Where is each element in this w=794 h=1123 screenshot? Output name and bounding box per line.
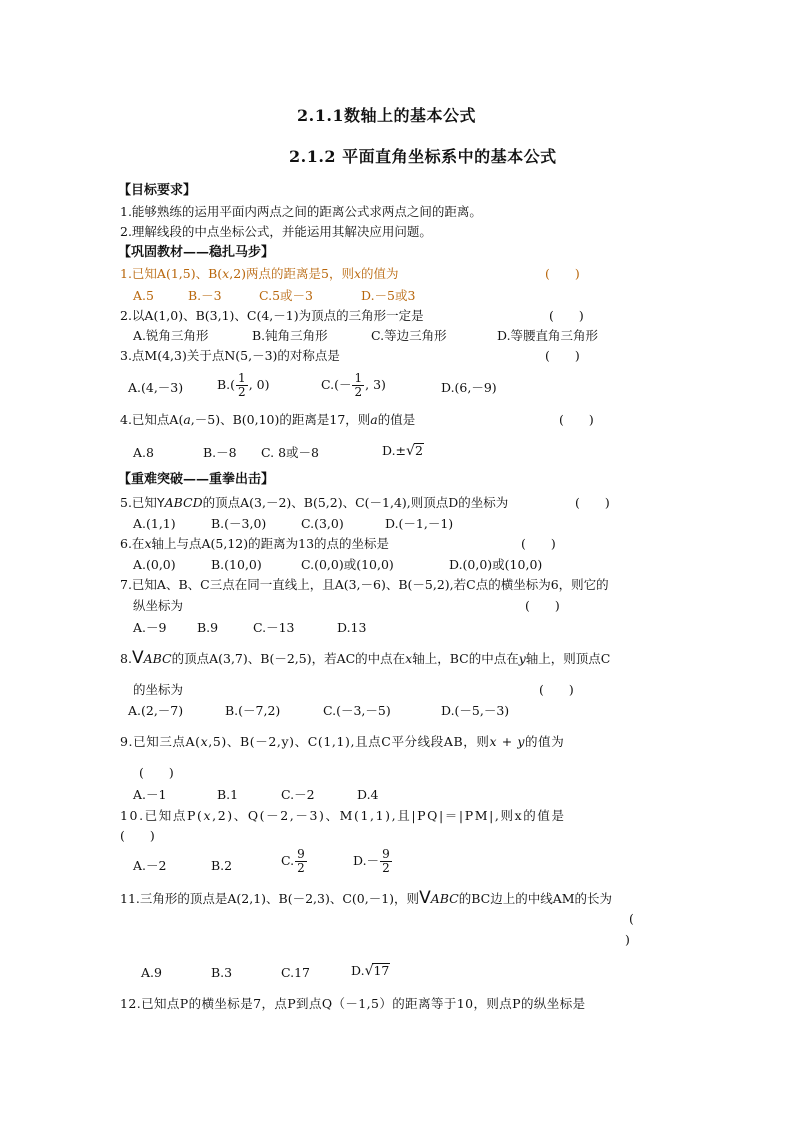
q7-option-d: D.13 [337, 620, 367, 635]
q2-option-c: C.等边三角形 [371, 328, 447, 343]
q1-option-a: A.5 [133, 288, 154, 303]
q10-option-a: A.－2 [133, 858, 167, 873]
q9-option-d: D.4 [357, 787, 379, 802]
q5-option-d: D.(－1,－1) [385, 516, 454, 531]
q4-option-d: D.±√2 [382, 443, 423, 459]
q7-option-a: A.－9 [133, 620, 167, 635]
q10-option-c: C. $\frac{9}{2}$ [281, 847, 305, 875]
q5-option-b: B.(－3,0) [211, 516, 267, 531]
q9-option-c: C.－2 [281, 787, 315, 802]
q7-line-1: 7.已知A、B、C三点在同一直线上，且A(3,－6)、B(－5,2),若C点的横坐标为6，则它的 [120, 577, 609, 592]
q8-option-a: A.(2,－7) [128, 703, 184, 718]
q2-option-d: D.等腰直角三角形 [497, 328, 599, 343]
q10-option-b: B.2 [211, 858, 233, 873]
q11-option-a: A.9 [141, 965, 162, 980]
q8-option-b: B.(－7,2) [225, 703, 281, 718]
page-title-2: 2.1.2 平面直角坐标系中的基本公式 [289, 147, 557, 166]
q1-option-d: D.－5或3 [361, 288, 416, 303]
section-breakthrough: 【重难突破——重拳出击】 [118, 472, 275, 487]
q3-option-c: C.(－ $\frac{1}{2}$ , 3) [321, 371, 386, 399]
q7-line-2: 纵坐标为 [133, 598, 184, 613]
q1-option-c: C.5或－3 [259, 288, 313, 303]
q6-paren: ( ) [521, 536, 556, 551]
q5-option-a: A.(1,1) [133, 516, 176, 531]
q8-line-1: 8.VABC的顶点A(3,7)、B(－2,5)，若AC的中点在x轴上，BC的中点在y轴上，则顶点C [120, 648, 611, 668]
q4-option-b: B.－8 [203, 445, 237, 460]
q1-option-b: B.－3 [188, 288, 222, 303]
q7-paren: ( ) [525, 598, 560, 613]
q4-stem: 4.已知点A(a,－5)、B(0,10)的距离是17，则a的值是 [120, 412, 416, 427]
q8-paren: ( ) [539, 682, 574, 697]
q3-option-b: B.( $\frac{1}{2}$ , 0) [217, 371, 270, 399]
q9-option-a: A.－1 [133, 787, 167, 802]
q10-option-d: D.－ $\frac{9}{2}$ [353, 847, 390, 875]
section-consolidate: 【巩固教材——稳扎马步】 [118, 245, 275, 260]
q8-line-2: 的坐标为 [133, 682, 184, 697]
q6-option-a: A.(0,0) [133, 557, 176, 572]
goal-2: 2.理解线段的中点坐标公式，并能运用其解决应用问题。 [120, 224, 432, 239]
q9-option-b: B.1 [217, 787, 239, 802]
q3-stem: 3.点M(4,3)关于点N(5,－3)的对称点是 [120, 348, 340, 363]
q1-stem: 1.已知A(1,5)、B(x,2)两点的距离是5，则x的值为 [120, 266, 399, 281]
q10-paren: ( ) [120, 828, 155, 843]
q2-option-b: B.钝角三角形 [252, 328, 328, 343]
q1-paren: ( ) [545, 266, 580, 281]
q4-paren: ( ) [559, 412, 594, 427]
q4-option-c: C. 8或－8 [261, 445, 319, 460]
q5-paren: ( ) [575, 495, 610, 510]
q11-option-d: D.√17 [351, 963, 390, 979]
q11-paren-open: ( [629, 911, 634, 926]
q6-option-b: B.(10,0) [211, 557, 262, 572]
q6-stem: 6.在x轴上与点A(5,12)的距离为13的点的坐标是 [120, 536, 390, 551]
q5-stem: 5.已知YABCD的顶点A(3,－2)、B(5,2)、C(－1,4),则顶点D的坐标为 [120, 495, 509, 510]
q7-option-b: B.9 [197, 620, 219, 635]
q11-paren-close: ) [625, 932, 630, 947]
q11-option-c: C.17 [281, 965, 310, 980]
q5-option-c: C.(3,0) [301, 516, 344, 531]
q10-stem: 10.已知点P(x,2)、Q(－2,－3)、M(1,1),且|PQ|＝|PM|,则x的值是 [120, 808, 566, 823]
section-goals: 【目标要求】 [118, 183, 197, 198]
q6-option-d: D.(0,0)或(10,0) [449, 557, 543, 572]
q2-option-a: A.锐角三角形 [133, 328, 209, 343]
q3-option-a: A.(4,－3) [128, 380, 184, 395]
q3-paren: ( ) [545, 348, 580, 363]
q8-option-c: C.(－3,－5) [323, 703, 391, 718]
page-title-1: 2.1.1数轴上的基本公式 [297, 106, 477, 125]
q11-option-b: B.3 [211, 965, 233, 980]
q9-stem: 9.已知三点A(x,5)、B(－2,y)、C(1,1),且点C平分线段AB，则x + y的值为 [120, 734, 565, 749]
q12-stem: 12.已知点P的横坐标是7，点P到点Q（－1,5）的距离等于10，则点P的纵坐标是 [120, 996, 586, 1011]
q2-paren: ( ) [549, 308, 584, 323]
q7-option-c: C.－13 [253, 620, 295, 635]
q9-paren: ( ) [139, 765, 174, 780]
q6-option-c: C.(0,0)或(10,0) [301, 557, 394, 572]
q8-option-d: D.(－5,－3) [441, 703, 510, 718]
q11-stem: 11.三角形的顶点是A(2,1)、B(－2,3)、C(0,－1)，则VABC的BC边上的中线AM的长为 [120, 888, 613, 908]
q3-option-d: D.(6,－9) [441, 380, 497, 395]
q4-option-a: A.8 [133, 445, 154, 460]
goal-1: 1.能够熟练的运用平面内两点之间的距离公式求两点之间的距离。 [120, 204, 482, 219]
q2-stem: 2.以A(1,0)、B(3,1)、C(4,－1)为顶点的三角形一定是 [120, 308, 424, 323]
